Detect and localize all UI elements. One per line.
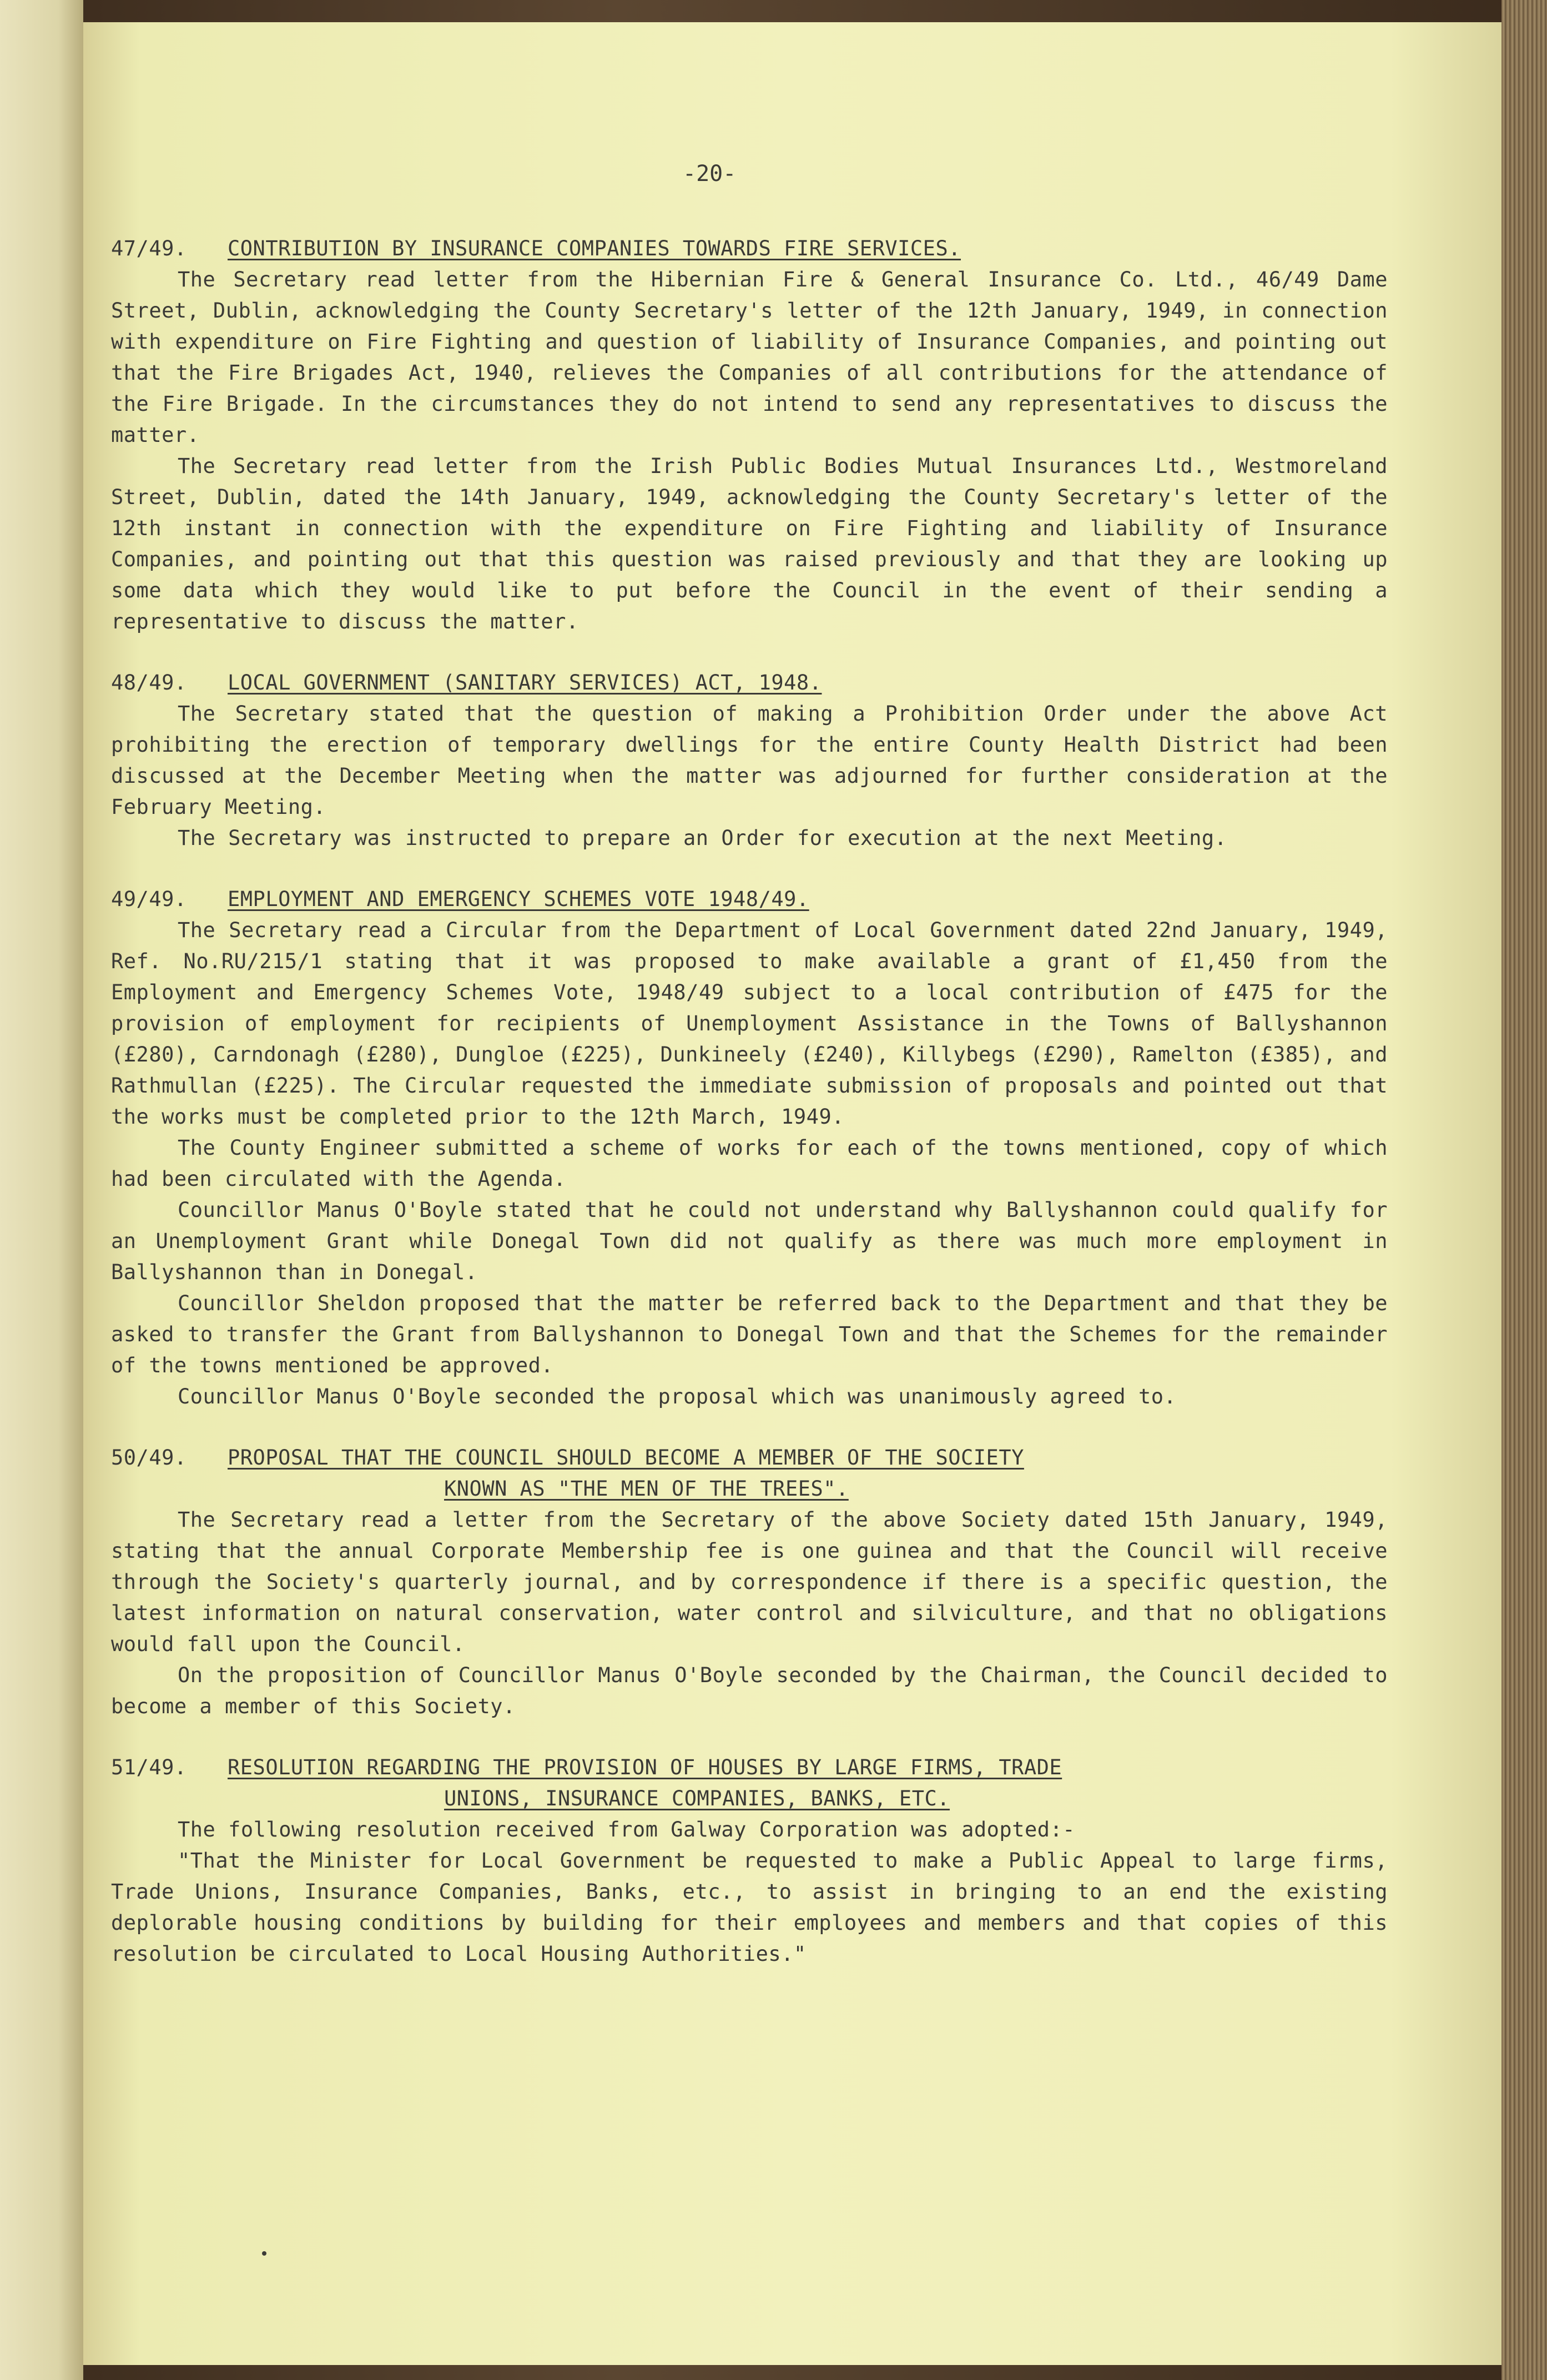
minute-heading <box>111 1442 1388 1473</box>
minute-50-49 <box>111 1442 1388 1722</box>
minute-paragraph: "That the Minister for Local Government be requested to make a Public Appeal to large firms, Trade Unions, Insurance Companies, Banks, etc., to assist in bringing to an end the existing deplorable housing conditions by building for their employees and members and that copies of this resolution be circulated to Local Housing Authorities." <box>111 1849 1388 1966</box>
minute-title: RESOLUTION REGARDING THE PROVISION OF HOUSES BY LARGE FIRMS, TRADE <box>228 1755 1062 1779</box>
minute-title-continued: UNIONS, INSURANCE COMPANIES, BANKS, ETC. <box>444 1787 950 1810</box>
minute-51-49 <box>111 1752 1388 1970</box>
minute-paragraph: The Secretary read letter from the Hibernian Fire & General Insurance Co. Ltd., 46/49 Dame Street, Dublin, acknowledging the County Secretary's letter of the 12th January, 1949, in connection with expenditure on Fire Fighting and question of liability of Insurance Companies, and pointing out that the Fire Brigades Act, 1940, relieves the Companies of all contributions for the attendance of the Fire Brigade. In the circumstances they do not intend to send any representatives to discuss the matter. <box>111 268 1388 447</box>
minute-paragraph: The Secretary stated that the question of making a Prohibition Order under the above Act prohibiting the erection of temporary dwellings for the entire County Health District had been discussed at the December Meeting when the matter was adjourned for further consideration at the February Meeting. <box>111 702 1388 819</box>
minute-number: 51/49. <box>111 1755 187 1779</box>
minute-47-49 <box>111 233 1388 637</box>
minute-number: 49/49. <box>111 887 187 911</box>
minute-number: 48/49. <box>111 671 187 695</box>
minute-title: LOCAL GOVERNMENT (SANITARY SERVICES) ACT, 1948. <box>228 671 822 695</box>
stray-mark <box>262 2251 266 2256</box>
minute-48-49 <box>111 667 1388 854</box>
minute-paragraph: The Secretary read a Circular from the Department of Local Government dated 22nd January, 1949, Ref. No.RU/215/1 stating that it was proposed to make available a grant of £1,450 from the Employment and Emergency Schemes Vote, 1948/49 subject to a local contribution of £475 for the provision of employment for recipients of Unemployment Assistance in the Towns of Ballyshannon (£280), Carndonagh (£280), Dungloe (£225), Dunkineely (£240), Killybegs (£290), Ramelton (£385), and Rathmullan (£225). The Circular requested the immediate submission of proposals and pointed out that the works must be completed prior to the 12th March, 1949. <box>111 918 1388 1129</box>
minute-title: PROPOSAL THAT THE COUNCIL SHOULD BECOME A MEMBER OF THE SOCIETY <box>228 1446 1024 1470</box>
minute-paragraph: Councillor Manus O'Boyle seconded the proposal which was unanimously agreed to. <box>178 1385 1177 1408</box>
minute-heading <box>111 1752 1388 1783</box>
minute-paragraph: The Secretary was instructed to prepare an Order for execution at the next Meeting. <box>178 826 1227 850</box>
minute-title-continued: KNOWN AS "THE MEN OF THE TREES". <box>444 1477 849 1501</box>
minute-paragraph: Councillor Sheldon proposed that the matter be referred back to the Department and that they be asked to transfer the Grant from Ballyshannon to Donegal Town and that the Schemes for the remainder of the towns mentioned be approved. <box>111 1291 1388 1377</box>
minute-heading-continued <box>111 1473 1388 1505</box>
minute-number: 50/49. <box>111 1446 187 1470</box>
minute-paragraph: The County Engineer submitted a scheme of works for each of the towns mentioned, copy of which had been circulated with the Agenda. <box>111 1136 1388 1191</box>
minute-paragraph: The Secretary read letter from the Irish Public Bodies Mutual Insurances Ltd., Westmoreland Street, Dublin, dated the 14th January, 1949, acknowledging the County Secretary's letter of the 12th instant in connection with the expenditure on Fire Fighting and liability of Insurance Companies, and pointing out that this question was raised previously and that they are looking up some data which they would like to put before the Council in the event of their sending a representative to discuss the matter. <box>111 454 1388 633</box>
page-number: -20- <box>683 161 737 187</box>
minute-number: 47/49. <box>111 237 187 260</box>
minute-title: EMPLOYMENT AND EMERGENCY SCHEMES VOTE 1948/49. <box>228 887 809 911</box>
page-stack-edge <box>1501 0 1547 2380</box>
minute-heading-continued <box>111 1783 1388 1814</box>
minute-title: CONTRIBUTION BY INSURANCE COMPANIES TOWARDS FIRE SERVICES. <box>228 237 961 260</box>
minute-paragraph: The Secretary read a letter from the Secretary of the above Society dated 15th January, 1949, stating that the annual Corporate Membership fee is one guinea and that the Council will receive through the Society's quarterly journal, and by correspondence if there is a specific question, the latest information on natural conservation, water control and silviculture, and that no obligations would fall upon the Council. <box>111 1508 1388 1656</box>
minute-paragraph: Councillor Manus O'Boyle stated that he could not understand why Ballyshannon could qualify for an Unemployment Grant while Donegal Town did not qualify as there was much more employment in Ballyshannon than in Donegal. <box>111 1198 1388 1284</box>
minute-paragraph: On the proposition of Councillor Manus O'Boyle seconded by the Chairman, the Council decided to become a member of this Society. <box>111 1663 1388 1718</box>
facing-page-edge <box>0 0 83 2380</box>
minute-heading <box>111 667 1388 698</box>
minute-paragraph: The following resolution received from Galway Corporation was adopted:- <box>178 1818 1076 1841</box>
minute-heading <box>111 884 1388 915</box>
minutes-body <box>111 161 1388 1986</box>
minute-heading <box>111 233 1388 264</box>
minute-49-49 <box>111 884 1388 1412</box>
